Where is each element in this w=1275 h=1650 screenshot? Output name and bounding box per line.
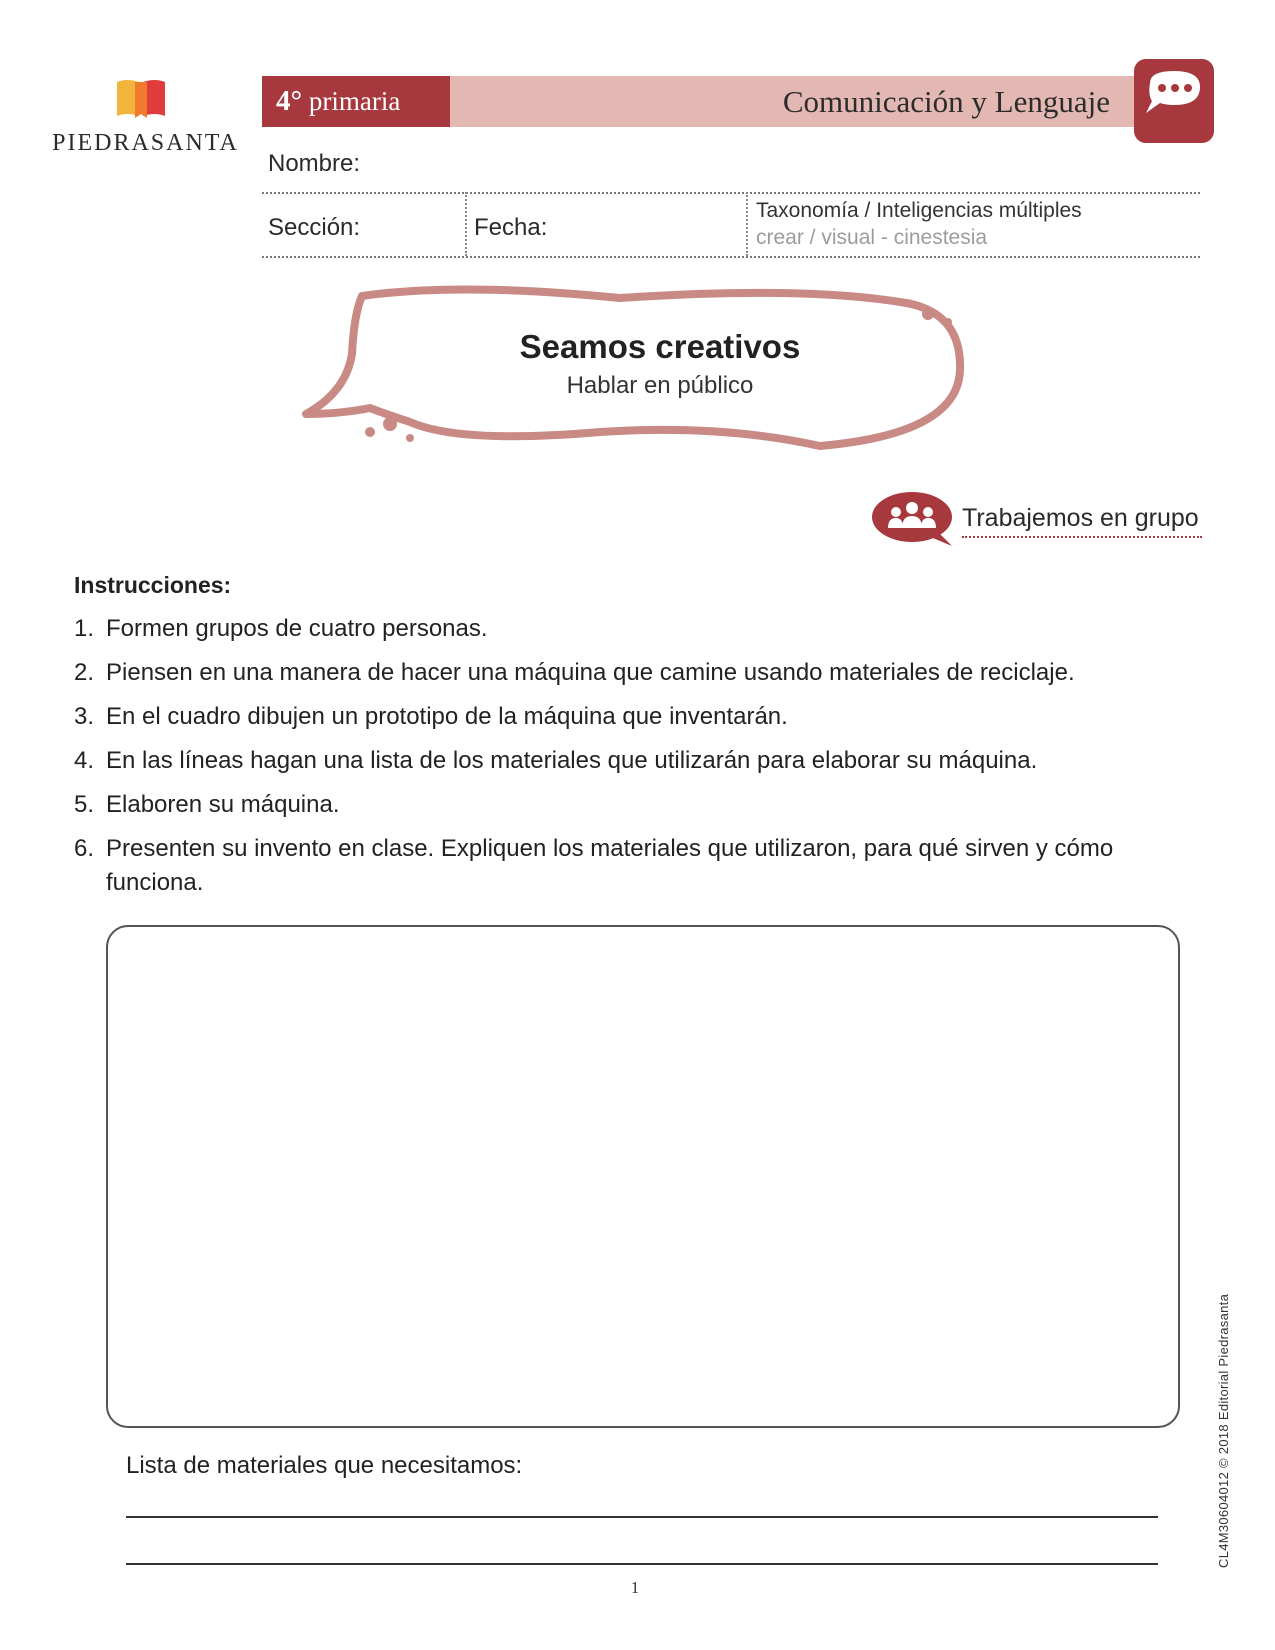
item-text: Elaboren su máquina.	[106, 791, 340, 818]
divider	[262, 256, 1200, 258]
section-label: Sección:	[268, 214, 361, 241]
item-text: Piensen en una manera de hacer una máquina que camine usando materiales de reciclaje.	[106, 659, 1075, 686]
date-label: Fecha:	[474, 214, 548, 241]
list-item	[74, 832, 1154, 900]
taxonomy-subtitle: crear / visual - cinestesia	[756, 226, 988, 249]
divider	[262, 192, 1200, 194]
drawing-area[interactable]	[106, 925, 1180, 1428]
subject-title: Comunicación y Lenguaje	[782, 84, 1110, 119]
divider	[746, 192, 748, 256]
item-number: 5.	[74, 791, 95, 818]
item-text: En las líneas hagan una lista de los materiales que utilizarán para elaborar su máquina.	[106, 747, 1038, 774]
taxonomy-title: Taxonomía / Inteligencias múltiples	[756, 199, 1082, 222]
item-number: 6.	[74, 835, 95, 862]
instructions-list	[74, 612, 1154, 910]
copyright-code: CL4M30604012 © 2018 Editorial Piedrasanta	[1216, 1293, 1231, 1568]
speech-bubble-icon	[1130, 55, 1218, 147]
publisher-logo-text: PIEDRASANTA	[52, 130, 239, 156]
name-label: Nombre:	[268, 150, 361, 177]
list-item	[74, 612, 1154, 646]
materials-line[interactable]	[126, 1516, 1158, 1518]
list-item	[74, 788, 1154, 822]
title-speech-bubble	[300, 284, 980, 456]
item-number: 1.	[74, 615, 95, 642]
item-text: Presenten su invento en clase. Expliquen los materiales que utilizaron, para qué sirven y cómo funciona.	[106, 835, 1114, 896]
item-text: En el cuadro dibujen un prototipo de la máquina que inventarán.	[106, 703, 788, 730]
item-number: 2.	[74, 659, 95, 686]
group-work-label: Trabajemos en grupo	[962, 504, 1199, 532]
grade-number: 4°	[276, 85, 303, 117]
grade-level: primaria	[308, 86, 401, 116]
publisher-logo-icon	[115, 76, 167, 120]
item-number: 3.	[74, 703, 95, 730]
grade-label	[262, 76, 450, 127]
group-people-icon	[870, 490, 956, 548]
activity-title: Seamos creativos	[519, 328, 801, 365]
divider	[465, 192, 467, 256]
list-item	[74, 656, 1154, 690]
activity-subtitle: Hablar en público	[566, 372, 754, 399]
page-number: 1	[630, 1578, 640, 1597]
list-item	[74, 744, 1154, 778]
list-item	[74, 700, 1154, 734]
instructions-heading: Instrucciones:	[74, 572, 232, 598]
materials-label: Lista de materiales que necesitamos:	[126, 1452, 523, 1479]
group-underline	[962, 536, 1202, 538]
item-text: Formen grupos de cuatro personas.	[106, 615, 488, 642]
item-number: 4.	[74, 747, 95, 774]
materials-line[interactable]	[126, 1563, 1158, 1565]
